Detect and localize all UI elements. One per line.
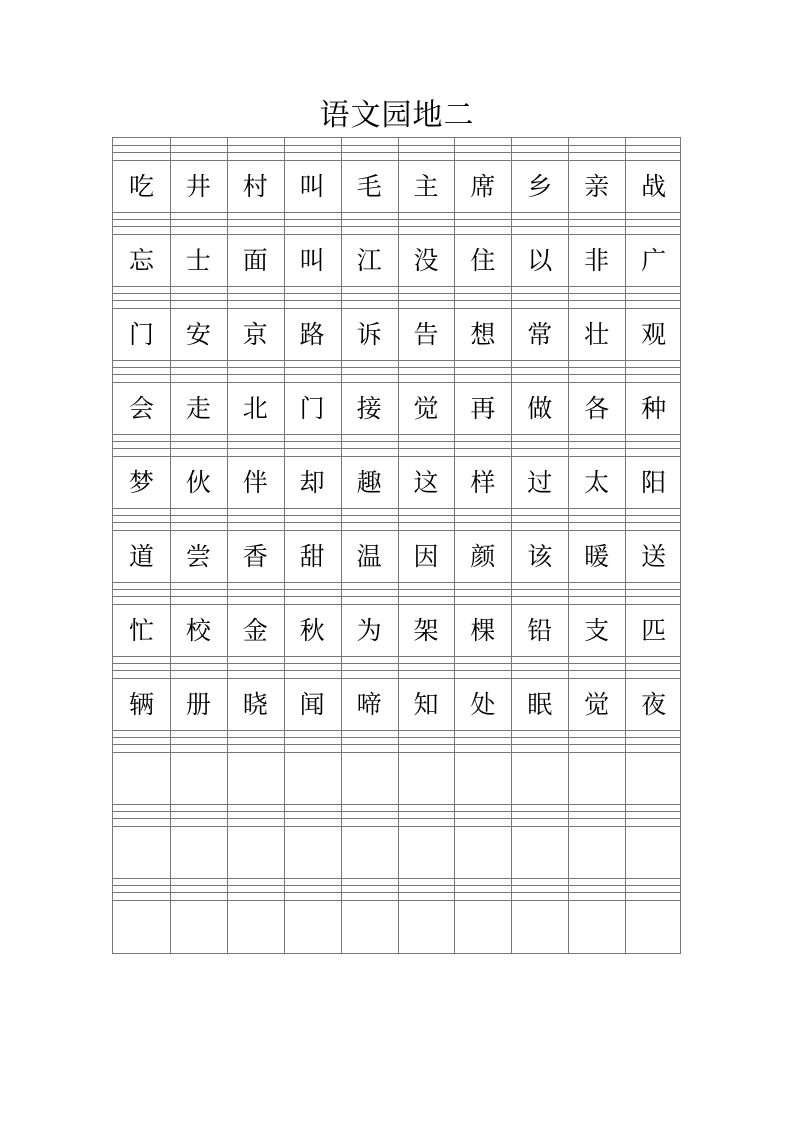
character-cell: 梦 <box>128 468 154 497</box>
character-cell: 接 <box>356 394 382 423</box>
guide-line <box>113 670 680 671</box>
character-cell: 夜 <box>641 690 667 719</box>
character-cell <box>170 754 227 804</box>
character-cell: 伙 <box>185 468 211 497</box>
character-cell: 叫 <box>299 246 325 275</box>
guide-line <box>113 226 680 227</box>
character-cell <box>511 828 568 878</box>
character-cell: 北 <box>242 394 268 423</box>
character-cell: 路 <box>299 320 325 349</box>
character-cell: 却 <box>299 468 325 497</box>
guide-line <box>113 360 680 361</box>
character-cell <box>398 754 455 804</box>
character-cell: 士 <box>185 246 211 275</box>
character-cell: 安 <box>185 320 211 349</box>
guide-line <box>113 293 680 294</box>
guide-line <box>113 582 680 583</box>
character-cell: 册 <box>185 690 211 719</box>
character-cell: 啼 <box>356 690 382 719</box>
guide-line <box>113 818 680 819</box>
character-cell: 村 <box>242 172 268 201</box>
character-cell: 觉 <box>413 394 439 423</box>
character-cell <box>341 754 398 804</box>
character-cell <box>227 828 284 878</box>
character-cell <box>284 828 341 878</box>
character-cell: 非 <box>584 246 610 275</box>
character-cell <box>170 828 227 878</box>
character-practice-grid <box>112 137 681 954</box>
character-cell: 京 <box>242 320 268 349</box>
guide-line <box>113 152 680 153</box>
guide-line <box>113 219 680 220</box>
character-cell <box>341 828 398 878</box>
guide-line <box>113 878 680 879</box>
guide-line <box>113 448 680 449</box>
character-cell: 温 <box>356 542 382 571</box>
character-row <box>113 532 680 582</box>
character-cell: 面 <box>242 246 268 275</box>
pinyin-guide-band <box>113 656 680 680</box>
character-cell <box>227 754 284 804</box>
character-cell: 门 <box>128 320 154 349</box>
pinyin-guide-band <box>113 434 680 458</box>
page-title: 语文园地二 <box>319 98 475 133</box>
character-cell: 想 <box>470 320 496 349</box>
guide-line <box>113 234 680 235</box>
character-cell: 秋 <box>299 616 325 645</box>
character-cell: 这 <box>413 468 439 497</box>
guide-line <box>113 530 680 531</box>
character-cell: 再 <box>470 394 496 423</box>
character-row <box>113 236 680 286</box>
pinyin-guide-band <box>113 730 680 754</box>
guide-line <box>113 308 680 309</box>
guide-line <box>113 367 680 368</box>
character-cell: 因 <box>413 542 439 571</box>
guide-line <box>113 737 680 738</box>
character-cell: 棵 <box>470 616 496 645</box>
character-cell: 门 <box>299 394 325 423</box>
character-cell: 乡 <box>527 172 553 201</box>
character-row <box>113 754 680 804</box>
character-row <box>113 162 680 212</box>
character-cell: 亲 <box>584 172 610 201</box>
guide-line <box>113 434 680 435</box>
character-cell <box>113 828 170 878</box>
character-cell: 校 <box>185 616 211 645</box>
character-cell: 支 <box>584 616 610 645</box>
guide-line <box>113 885 680 886</box>
character-cell: 观 <box>641 320 667 349</box>
character-cell: 以 <box>527 246 553 275</box>
character-cell <box>398 828 455 878</box>
character-cell: 做 <box>527 394 553 423</box>
character-cell: 太 <box>584 468 610 497</box>
guide-line <box>113 508 680 509</box>
guide-line <box>113 160 680 161</box>
character-cell: 江 <box>356 246 382 275</box>
character-cell: 壮 <box>584 320 610 349</box>
character-cell <box>454 754 511 804</box>
character-cell: 诉 <box>356 320 382 349</box>
character-cell: 吃 <box>128 172 154 201</box>
character-cell: 金 <box>242 616 268 645</box>
character-cell <box>113 902 170 952</box>
character-cell: 处 <box>470 690 496 719</box>
character-cell: 战 <box>641 172 667 201</box>
guide-line <box>113 515 680 516</box>
character-cell: 主 <box>413 172 439 201</box>
character-row <box>113 902 680 952</box>
character-cell <box>568 754 625 804</box>
character-cell: 阳 <box>641 468 667 497</box>
character-cell <box>454 828 511 878</box>
character-cell: 知 <box>413 690 439 719</box>
character-cell <box>625 828 682 878</box>
character-cell: 过 <box>527 468 553 497</box>
character-row <box>113 828 680 878</box>
character-cell: 颜 <box>470 542 496 571</box>
character-cell <box>625 754 682 804</box>
character-cell: 住 <box>470 246 496 275</box>
character-cell: 香 <box>242 542 268 571</box>
guide-line <box>113 892 680 893</box>
character-cell: 忘 <box>128 246 154 275</box>
guide-line <box>113 811 680 812</box>
guide-line <box>113 678 680 679</box>
character-cell <box>284 754 341 804</box>
pinyin-guide-band <box>113 804 680 828</box>
guide-line <box>113 286 680 287</box>
character-cell: 暖 <box>584 542 610 571</box>
guide-line <box>113 744 680 745</box>
character-cell <box>625 902 682 952</box>
character-row <box>113 606 680 656</box>
character-cell: 各 <box>584 394 610 423</box>
character-cell: 架 <box>413 616 439 645</box>
character-cell <box>511 902 568 952</box>
character-cell <box>170 902 227 952</box>
character-cell: 闻 <box>299 690 325 719</box>
guide-line <box>113 900 680 901</box>
character-cell: 会 <box>128 394 154 423</box>
character-cell: 席 <box>470 172 496 201</box>
guide-line <box>113 441 680 442</box>
character-cell <box>284 902 341 952</box>
character-row <box>113 680 680 730</box>
character-cell: 匹 <box>641 616 667 645</box>
character-cell <box>341 902 398 952</box>
character-row <box>113 458 680 508</box>
guide-line <box>113 374 680 375</box>
guide-line <box>113 589 680 590</box>
guide-line <box>113 604 680 605</box>
guide-line <box>113 826 680 827</box>
pinyin-guide-band <box>113 286 680 310</box>
character-cell: 为 <box>356 616 382 645</box>
character-cell: 辆 <box>128 690 154 719</box>
pinyin-guide-band <box>113 212 680 236</box>
character-cell: 常 <box>527 320 553 349</box>
guide-line <box>113 522 680 523</box>
pinyin-guide-band <box>113 138 680 162</box>
character-cell: 趣 <box>356 468 382 497</box>
character-row <box>113 384 680 434</box>
character-cell: 井 <box>185 172 211 201</box>
guide-line <box>113 382 680 383</box>
guide-line <box>113 804 680 805</box>
guide-line <box>113 300 680 301</box>
guide-line <box>113 212 680 213</box>
character-cell: 晓 <box>242 690 268 719</box>
pinyin-guide-band <box>113 508 680 532</box>
character-cell: 走 <box>185 394 211 423</box>
pinyin-guide-band <box>113 878 680 902</box>
character-cell <box>511 754 568 804</box>
character-cell: 道 <box>128 542 154 571</box>
guide-line <box>113 730 680 731</box>
character-cell <box>398 902 455 952</box>
character-cell: 眠 <box>527 690 553 719</box>
guide-line <box>113 145 680 146</box>
guide-line <box>113 596 680 597</box>
character-cell: 伴 <box>242 468 268 497</box>
character-cell: 没 <box>413 246 439 275</box>
character-cell: 告 <box>413 320 439 349</box>
character-cell <box>568 828 625 878</box>
guide-line <box>113 656 680 657</box>
character-cell: 铅 <box>527 616 553 645</box>
character-cell: 忙 <box>128 616 154 645</box>
character-cell <box>113 754 170 804</box>
character-cell <box>454 902 511 952</box>
character-cell: 甜 <box>299 542 325 571</box>
character-cell: 毛 <box>356 172 382 201</box>
character-cell: 该 <box>527 542 553 571</box>
character-cell <box>227 902 284 952</box>
character-cell: 尝 <box>185 542 211 571</box>
character-cell: 广 <box>641 246 667 275</box>
character-row <box>113 310 680 360</box>
pinyin-guide-band <box>113 360 680 384</box>
character-cell: 种 <box>641 394 667 423</box>
character-cell: 样 <box>470 468 496 497</box>
character-cell <box>568 902 625 952</box>
pinyin-guide-band <box>113 582 680 606</box>
guide-line <box>113 663 680 664</box>
character-cell: 叫 <box>299 172 325 201</box>
character-cell: 送 <box>641 542 667 571</box>
guide-line <box>113 752 680 753</box>
character-cell: 觉 <box>584 690 610 719</box>
guide-line <box>113 456 680 457</box>
